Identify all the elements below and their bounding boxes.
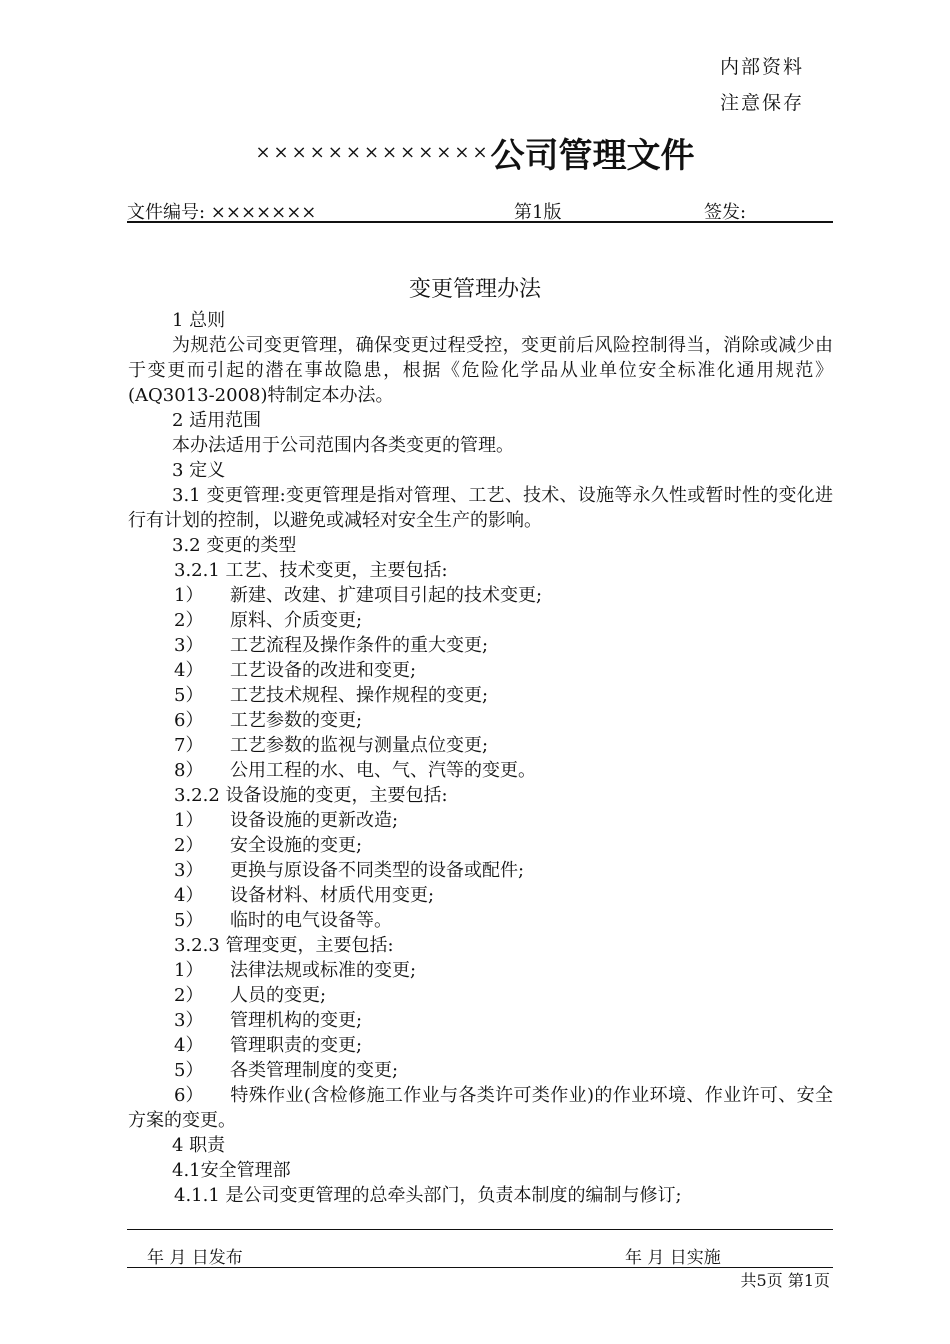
document-number: 文件编号: ××××××× [127, 202, 317, 223]
subsection-heading: 3.2 变更的类型 [172, 535, 297, 556]
publish-date: 年 月 日发布 [147, 1248, 243, 1268]
company-title [0, 128, 950, 177]
paragraph: 本办法适用于公司范围内各类变更的管理。 [172, 435, 514, 456]
document-body [128, 308, 833, 1208]
list-item: 2） 人员的变更; [174, 985, 327, 1006]
list-item: 7） 工艺参数的监视与测量点位变更; [174, 735, 489, 756]
footer-rule-bottom [127, 1267, 833, 1268]
list-item: 5） 临时的电气设备等。 [174, 910, 392, 931]
list-item: 4） 管理职责的变更; [174, 1035, 363, 1056]
list-item: 3） 工艺流程及操作条件的重大变更; [174, 635, 489, 656]
subsection-heading: 3.2.1 工艺、技术变更，主要包括: [174, 560, 448, 581]
list-item: 5） 各类管理制度的变更; [174, 1060, 399, 1081]
paragraph: 4.1.1 是公司变更管理的总牵头部门，负责本制度的编制与修订; [174, 1185, 682, 1206]
subsection-heading: 4.1安全管理部 [172, 1160, 291, 1181]
company-title-text: 公司管理文件 [490, 136, 695, 176]
paragraph: 3.1 变更管理:变更管理是指对管理、工艺、技术、设施等永久性或暂时性的变化进行有计划的控制，以避免或减轻对安全生产的影响。 [128, 485, 833, 531]
footer-rule [127, 1229, 833, 1230]
document-title: 变更管理办法 [408, 277, 541, 302]
list-item: 3） 更换与原设备不同类型的设备或配件; [174, 860, 525, 881]
page-info: 共5页 第1页 [740, 1271, 830, 1290]
subsection-heading: 3.2.3 管理变更，主要包括: [174, 935, 394, 956]
paragraph: 为规范公司变更管理，确保变更过程受控，变更前后风险控制得当，消除或减少由于变更而引起的潜在事故隐患，根据《危险化学品从业单位安全标准化通用规范》(AQ3013-2008)特制定本办法。 [128, 335, 833, 406]
list-item: 2） 原料、介质变更; [174, 610, 363, 631]
list-item: 8） 公用工程的水、电、气、汽等的变更。 [174, 760, 536, 781]
document-version: 第1版 [514, 202, 562, 223]
list-item: 3） 管理机构的变更; [174, 1010, 363, 1031]
list-item: 1） 法律法规或标准的变更; [174, 960, 417, 981]
stamp-keep: 注意保存 [719, 92, 804, 114]
document-issuer: 签发: [704, 202, 747, 223]
subsection-heading: 3.2.2 设备设施的变更，主要包括: [174, 785, 448, 806]
section-heading: 1 总则 [172, 310, 226, 331]
stamp-internal: 内部资料 [719, 56, 804, 78]
list-item: 6） 特殊作业(含检修施工作业与各类许可类作业)的作业环境、作业许可、安全方案的变更。 [128, 1085, 833, 1131]
list-item: 4） 工艺设备的改进和变更; [174, 660, 417, 681]
list-item: 4） 设备材料、材质代用变更; [174, 885, 435, 906]
list-item: 1） 设备设施的更新改造; [174, 810, 399, 831]
list-item: 1） 新建、改建、扩建项目引起的技术变更; [174, 585, 543, 606]
section-heading: 2 适用范围 [172, 410, 262, 431]
effective-date: 年 月 日实施 [625, 1248, 721, 1268]
list-item: 5） 工艺技术规程、操作规程的变更; [174, 685, 489, 706]
section-heading: 4 职责 [172, 1135, 226, 1156]
list-item: 6） 工艺参数的变更; [174, 710, 363, 731]
section-heading: 3 定义 [172, 460, 226, 481]
list-item: 2） 安全设施的变更; [174, 835, 363, 856]
header-rule [127, 221, 833, 223]
company-name-mask: ××××××××××××× [255, 142, 491, 163]
